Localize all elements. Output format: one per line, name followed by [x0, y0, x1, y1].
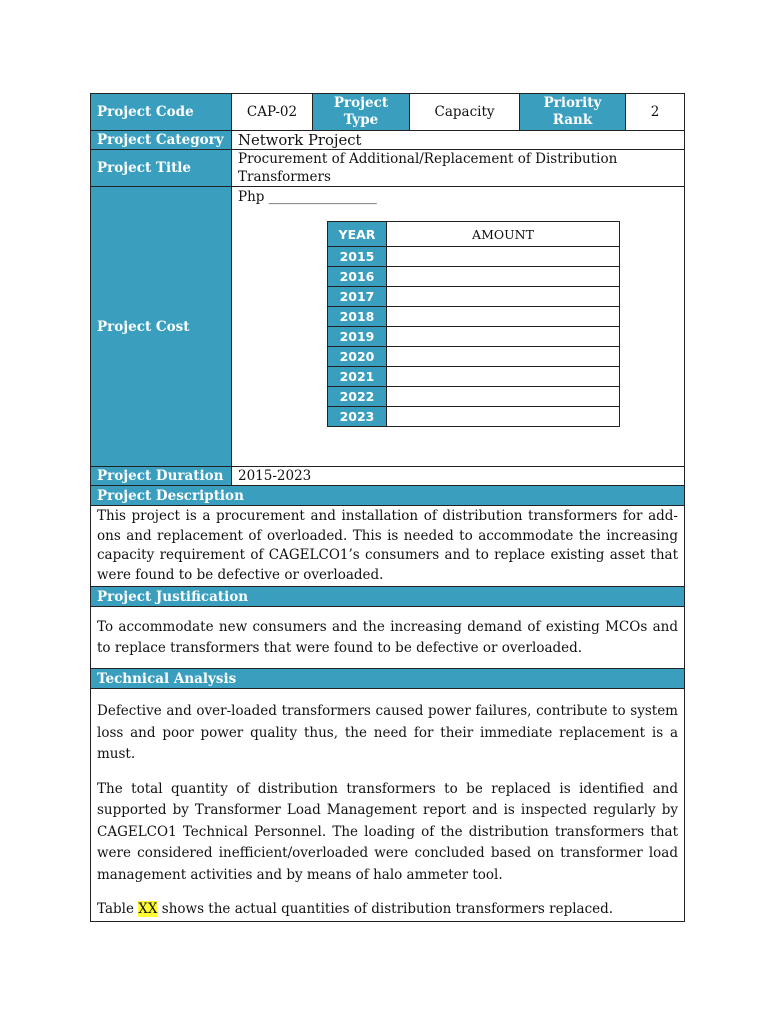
project-code-value: CAP-02: [232, 94, 313, 131]
year-cell: 2022: [328, 387, 387, 407]
amount-header: AMOUNT: [387, 222, 620, 247]
year-row: [328, 407, 620, 427]
project-title-value: Procurement of Additional/Replacement of Distribution Transformers: [232, 150, 685, 187]
amount-cell: [387, 267, 620, 287]
project-category-value: Network Project: [232, 131, 685, 150]
project-justification-text: To accommodate new consumers and the increasing demand of existing MCOs and to replace transformers that were found to be defective or overloaded.: [91, 607, 685, 669]
year-amount-table: [327, 221, 620, 427]
year-cell: 2015: [328, 247, 387, 267]
year-cell: 2020: [328, 347, 387, 367]
project-duration-value: 2015-2023: [232, 467, 685, 486]
php-amount: Php ________________: [238, 189, 377, 205]
table-ref-prefix: Table: [97, 901, 139, 917]
project-type-label: Project Type: [313, 94, 410, 131]
year-row: [328, 307, 620, 327]
technical-analysis-header: Technical Analysis: [91, 669, 685, 689]
year-cell: 2017: [328, 287, 387, 307]
year-cell: 2019: [328, 327, 387, 347]
project-duration-label: Project Duration: [91, 467, 232, 486]
amount-cell: [387, 347, 620, 367]
project-category-label: Project Category: [91, 131, 232, 150]
technical-analysis-body: [91, 689, 685, 922]
year-row: [328, 327, 620, 347]
year-row: [328, 247, 620, 267]
project-description-text: This project is a procurement and installation of distribution transformers for add-ons and replacement of overloaded. This is needed to accommodate the increasing capacity requirement of CAGELCO1’s consumers and to replace existing asset that were found to be defective or overloaded.: [91, 506, 685, 587]
project-code-label: Project Code: [91, 94, 232, 131]
technical-analysis-paragraph-2: The total quantity of distribution transformers to be replaced is identified and supported by Transformer Load Management report and is inspected regularly by CAGELCO1 Technical Personnel. The loading of the distribution transformers that were considered inefficient/overloaded were concluded based on transformer load management activities and by means of halo ammeter tool.: [97, 780, 678, 883]
year-row: [328, 267, 620, 287]
year-cell: 2021: [328, 367, 387, 387]
amount-cell: [387, 387, 620, 407]
project-title-label: Project Title: [91, 150, 232, 187]
year-cell: 2023: [328, 407, 387, 427]
year-row: [328, 287, 620, 307]
amount-cell: [387, 247, 620, 267]
project-justification-header: Project Justification: [91, 587, 685, 607]
year-cell: 2016: [328, 267, 387, 287]
project-description-header: Project Description: [91, 486, 685, 506]
table-ref-suffix: shows the actual quantities of distribution transformers replaced.: [157, 901, 614, 917]
amount-cell: [387, 407, 620, 427]
technical-analysis-paragraph-1: Defective and over-loaded transformers caused power failures, contribute to system loss and poor power quality thus, the need for their immediate replacement is a must.: [97, 703, 678, 762]
project-cost-cell: [232, 187, 685, 467]
priority-rank-label: Priority Rank: [520, 94, 626, 131]
amount-cell: [387, 287, 620, 307]
project-profile-table: [90, 93, 685, 922]
amount-cell: [387, 327, 620, 347]
year-row: [328, 387, 620, 407]
priority-rank-value: 2: [626, 94, 685, 131]
project-cost-label: Project Cost: [91, 187, 232, 467]
year-header: YEAR: [328, 222, 387, 247]
table-ref-highlight: XX: [138, 901, 158, 917]
amount-cell: [387, 307, 620, 327]
year-row: [328, 367, 620, 387]
project-type-value: Capacity: [410, 94, 520, 131]
amount-cell: [387, 367, 620, 387]
technical-analysis-paragraph-3: [97, 899, 678, 921]
year-cell: 2018: [328, 307, 387, 327]
year-row: [328, 347, 620, 367]
